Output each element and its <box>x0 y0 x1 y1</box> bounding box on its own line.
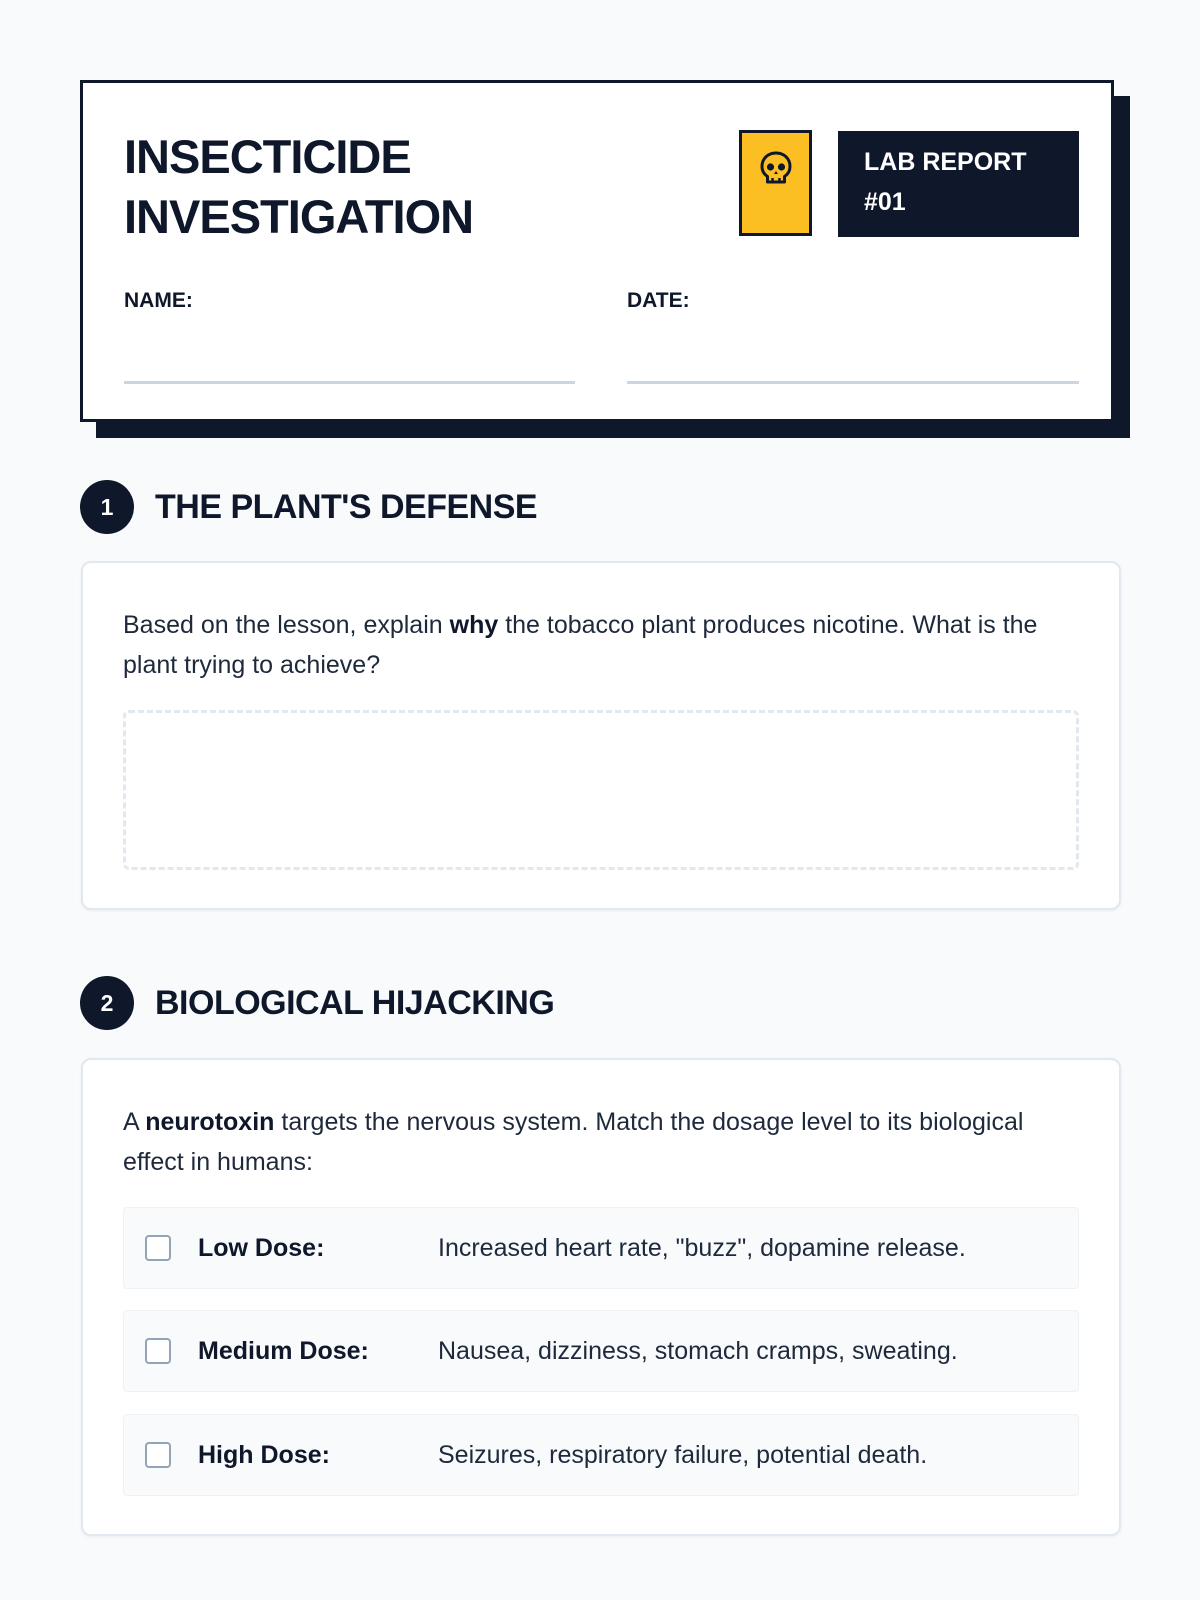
dose-checkbox[interactable] <box>145 1442 171 1468</box>
section-number-badge: 1 <box>80 480 134 534</box>
dose-checkbox[interactable] <box>145 1338 171 1364</box>
worksheet-title <box>124 127 473 247</box>
title-line-1: INSECTICIDE <box>124 130 411 183</box>
dose-label: Medium Dose: <box>198 1336 369 1365</box>
dose-label: Low Dose: <box>198 1233 325 1262</box>
section-2-card <box>81 1058 1121 1536</box>
dose-effect: Nausea, dizziness, stomach cramps, sweating. <box>438 1336 958 1365</box>
prompt-text: A <box>123 1108 146 1136</box>
date-label: DATE: <box>627 289 690 312</box>
report-label: LAB REPORT <box>864 148 1027 176</box>
dose-effect: Increased heart rate, "buzz", dopamine release. <box>438 1233 966 1262</box>
question-prompt <box>123 1102 1083 1182</box>
dose-match-row <box>123 1310 1079 1392</box>
name-field[interactable] <box>124 381 575 384</box>
prompt-text: targets the nervous system. Match the dosage level to its biological effect in humans: <box>123 1108 1024 1176</box>
prompt-emphasis: why <box>449 611 499 639</box>
name-label: NAME: <box>124 289 193 312</box>
prompt-emphasis: neurotoxin <box>145 1108 275 1136</box>
dose-match-row <box>123 1207 1079 1289</box>
dose-effect: Seizures, respiratory failure, potential death. <box>438 1440 928 1469</box>
section-title: BIOLOGICAL HIJACKING <box>155 983 555 1022</box>
section-title: THE PLANT'S DEFENSE <box>155 487 538 526</box>
dose-checkbox[interactable] <box>145 1235 171 1261</box>
date-field[interactable] <box>627 381 1079 384</box>
section-1-card <box>81 561 1121 910</box>
dose-label: High Dose: <box>198 1440 330 1469</box>
prompt-text: Based on the lesson, explain <box>123 611 450 639</box>
section-2-header <box>80 976 554 1030</box>
report-number: #01 <box>864 188 906 216</box>
dose-match-row <box>123 1414 1079 1496</box>
section-1-header <box>80 480 537 534</box>
section-number-badge: 2 <box>80 976 134 1030</box>
lab-report-number <box>838 131 1079 237</box>
prompt-text: the tobacco plant produces nicotine. What is the plant trying to achieve? <box>123 611 1038 679</box>
lab-report-header <box>80 80 1114 422</box>
hazard-badge <box>739 130 812 236</box>
question-prompt <box>123 605 1083 685</box>
skull-icon <box>759 151 793 189</box>
title-line-2: INVESTIGATION <box>124 190 474 243</box>
answer-area[interactable] <box>123 710 1079 870</box>
